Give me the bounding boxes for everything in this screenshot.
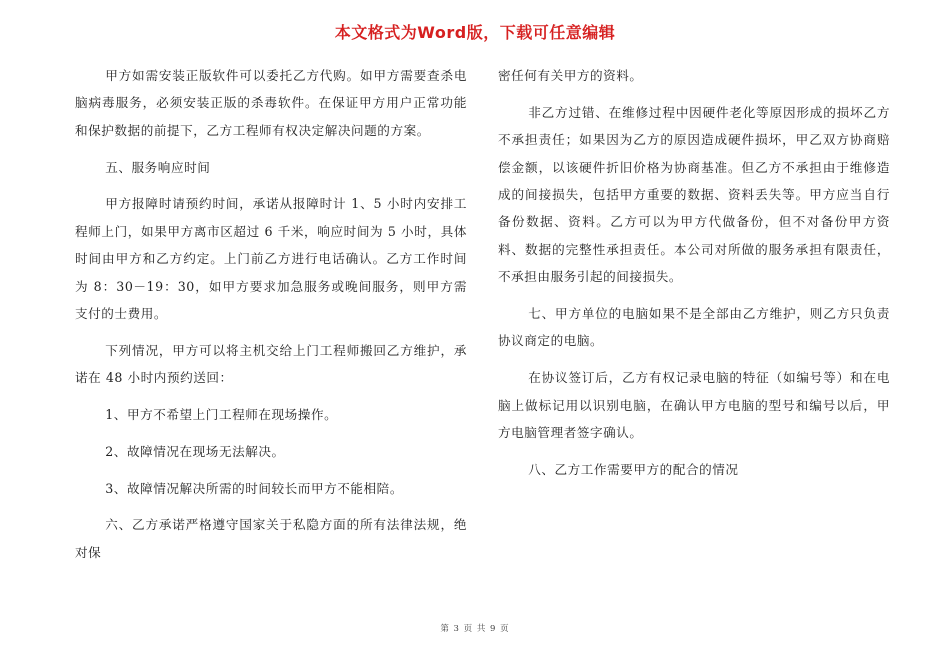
page-number: 第 3 页 共 9 页 [440,624,510,634]
heading-response-time: 五、服务响应时间 [105,159,211,175]
right-column [498,62,890,483]
paragraph-marking: 在协议签订后，乙方有权记录电脑的特征（如编号等）和在电脑上做标记用以识别电脑，在确认甲方电脑的型号和编号以后，甲方电脑管理者签字确认。 [498,370,890,441]
paragraph-response-time: 甲方报障时请预约时间，承诺从报障时计 1、5 小时内安排工程师上门，如果甲方离市区超过 6 千米，响应时间为 5 小时，具体时间由甲方和乙方约定。上门前乙方进行电话确认。乙方工作时间为 8：30－19：30，如甲方要求加急服务或晚间服务，则甲方需支付的士费用。 [75,196,467,322]
left-column [75,62,467,566]
heading-privacy: 六、乙方承诺严格遵守国家关于私隐方面的所有法律法规，绝对保 [75,517,467,560]
paragraph-privacy-continued: 密任何有关甲方的资料。 [498,68,643,83]
word-format-banner: 本文格式为Word版，下载可任意编辑 [334,23,616,42]
list-item-condition-3: 3、故障情况解决所需的时间较长而甲方不能相陪。 [105,480,403,496]
heading-partial-maintenance: 七、甲方单位的电脑如果不是全部由乙方维护，则乙方只负责协议商定的电脑。 [498,306,890,349]
list-item-condition-2: 2、故障情况在现场无法解决。 [105,443,285,459]
list-item-condition-1: 1、甲方不希望上门工程师在现场操作。 [105,407,338,423]
paragraph-pickup-conditions: 下列情况，甲方可以将主机交给上门工程师搬回乙方维护，承诺在 48 小时内预约送回： [75,342,467,386]
heading-cooperation: 八、乙方工作需要甲方的配合的情况 [528,461,739,477]
paragraph-software: 甲方如需安装正版软件可以委托乙方代购。如甲方需要查杀电脑病毒服务，必须安装正版的杀毒软件。在保证甲方用户正常功能和保护数据的前提下，乙方工程师有权决定解决问题的方案。 [75,68,467,138]
paragraph-liability: 非乙方过错、在维修过程中因硬件老化等原因形成的损坏乙方不承担责任；如果因为乙方的原因造成硬件损坏，甲乙双方协商赔偿金额，以该硬件折旧价格为协商基准。但乙方不承担由于维修造成的间接损失，包括甲方重要的数据、资料丢失等。甲方应当自行备份数据、资料。乙方可以为甲方代做备份，但不对备份甲方资料、数据的完整性承担责任。本公司对所做的服务承担有限责任，不承担由服务引起的间接损失。 [498,104,890,285]
